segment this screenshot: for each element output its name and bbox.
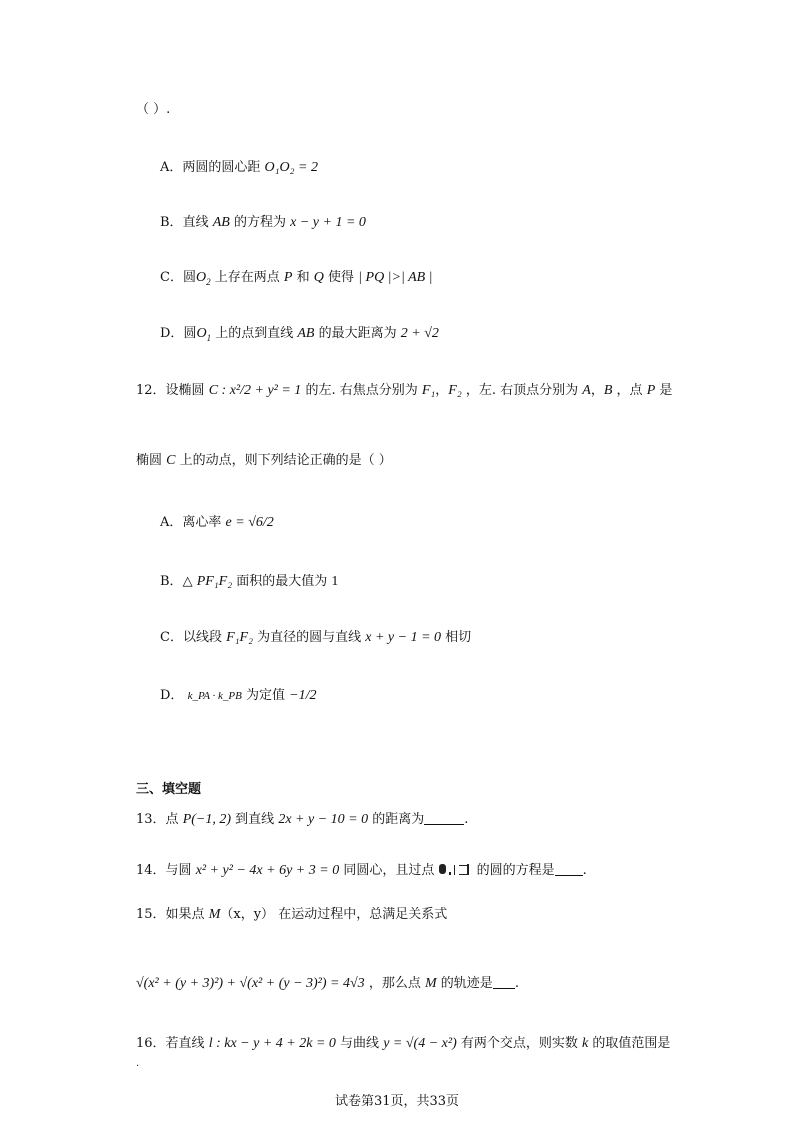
q14: 14．与圆 x² + y² − 4x + 6y + 3 = 0 同圆心，且过点 的圆的方程是 . — [136, 863, 587, 878]
math-constant-value: −1/2 — [289, 688, 317, 703]
q16-line-2: . — [136, 1058, 140, 1069]
page-footer: 试卷第31页，共33页 — [334, 1094, 460, 1109]
q11-option-a: A．两圆的圆心距 O₁O₂ = 2 — [160, 160, 318, 175]
q12-line-2: 椭圆 C 上的动点，则下列结论正确的是（ ） — [136, 453, 392, 468]
q12-option-a: A．离心率 e = √6/2 — [160, 515, 274, 530]
q13: 13．点 P(−1, 2) 到直线 2x + y − 10 = 0 的距离为 . — [136, 812, 469, 827]
q12-option-d: D． k_PA · k_PB 为定值 −1/2 — [160, 688, 317, 703]
math-ellipse: C : x²/2 + y² = 1 — [208, 383, 302, 398]
answer-blank — [555, 875, 583, 876]
math-eccentricity: e = √6/2 — [225, 515, 274, 530]
answer-blank — [424, 824, 464, 825]
math-pq-ab: | PQ |>| AB | — [358, 270, 433, 285]
q11-option-b: B．直线 AB 的方程为 x − y + 1 = 0 — [160, 215, 366, 230]
math-ellipse-relation: √(x² + (y + 3)²) + √(x² + (y − 3)²) = 4√3 — [136, 976, 365, 991]
q12-option-b: B．△ PF₁F₂ 面积的最大值为 1 — [160, 574, 339, 589]
math-triangle: PF₁F₂ — [196, 574, 233, 589]
q12-option-c: C．以线段 F₁F₂ 为直径的圆与直线 x + y − 1 = 0 相切 — [160, 630, 472, 645]
math-tangent-line: x + y − 1 = 0 — [365, 630, 442, 645]
math-o1o2: O₁O₂ = 2 — [264, 160, 318, 175]
answer-blank — [493, 988, 515, 989]
q12-line-1: 12．设椭圆 C : x²/2 + y² = 1 的左. 右焦点分别为 F₁，F₂ ，左. 右顶点分别为 A，B ，点 P 是 — [136, 383, 673, 398]
q15-line-2: √(x² + (y + 3)²) + √(x² + (y − 3)²) = 4√3 ，那么点 M 的轨迹是 . — [136, 976, 519, 991]
math-slope-product: k_PA · k_PB — [187, 690, 242, 702]
section-heading: 三、填空题 — [136, 782, 202, 797]
q11-option-c: C．圆$O_2$ 上存在两点 P 和 Q 使得 | PQ |>| AB | — [160, 270, 433, 287]
math-line-ab: x − y + 1 = 0 — [290, 215, 366, 230]
math-max-distance: 2 + √2 — [400, 326, 439, 341]
garbled-point-glyph — [439, 862, 473, 876]
q15-line-1: 15．如果点 M（x，y） 在运动过程中，总满足关系式 — [136, 907, 448, 922]
q16-line-1: 16．若直线 l : kx − y + 4 + 2k = 0 与曲线 y = √(4 − x²) 有两个交点，则实数 k 的取值范围是 — [136, 1036, 671, 1051]
q11-option-d: D．圆$O_1$ 上的点到直线 AB 的最大距离为 2 + √2 — [160, 326, 439, 343]
question-fragment: （ ）. — [136, 102, 171, 117]
